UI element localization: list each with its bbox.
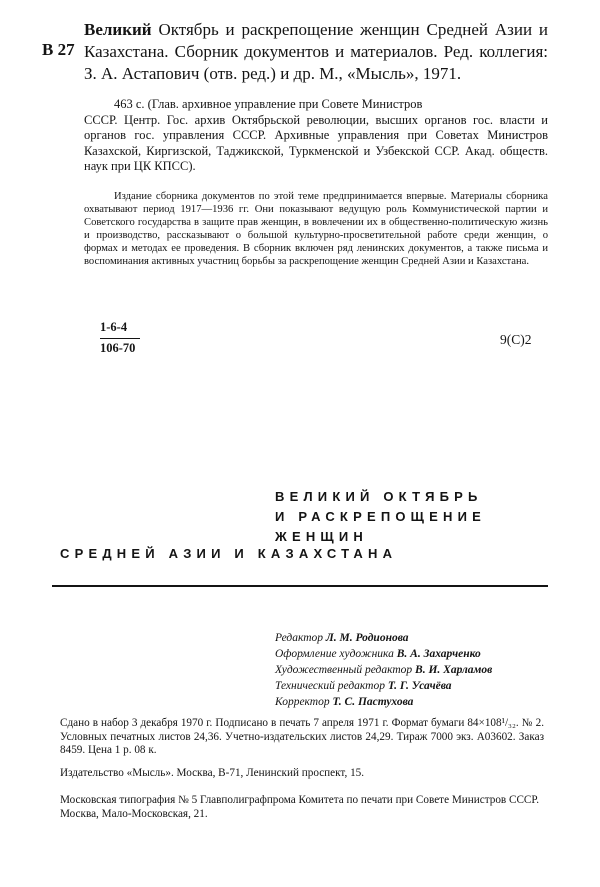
credit-name: В. А. Захарченко bbox=[396, 648, 481, 660]
description-first-line: 463 с. (Глав. архивное управление при Совете Министров bbox=[114, 97, 423, 111]
publisher-info: Издательство «Мысль». Москва, В-71, Ленинский проспект, 15. bbox=[60, 767, 365, 779]
credit-name: В. И. Харламов bbox=[415, 664, 493, 676]
description-rest: СССР. Центр. Гос. архив Октябрьской революции, высших органов гос. власти и органов гос. управления СССР. Архивные управления при Советах Министров Казахской, Киргизской, Таджикской, Туркменской и Узбекской ССР. Акад. обществ. наук при ЦК КПСС). bbox=[84, 112, 548, 173]
credit-role: Технический редактор bbox=[275, 680, 385, 692]
credit-role: Художественный редактор bbox=[275, 664, 413, 676]
credit-row bbox=[275, 646, 492, 662]
title-line-3: ЖЕНЩИН bbox=[275, 529, 368, 544]
catalog-code: В 27 bbox=[42, 40, 75, 59]
annotation: Издание сборника документов по этой теме предпринимается впервые. Материалы сборника охватывают период 1917—1936 гг. Они показывают ведущую роль Коммунистической партии и Советского государства в защите прав женщин, в вовлечении их в общественно-политическую жизнь и производство, рассказывают о большой культурно-просветительной работе среди женщин, о формах и методах ее проведения. В сборник включен ряд ленинских документов, а также письма и воспоминания активных участниц борьбы за раскрепощение женщин Средней Азии и Казахстана. bbox=[84, 191, 548, 267]
title-line-4: СРЕДНЕЙ АЗИИ И КАЗАХСТАНА bbox=[60, 546, 398, 561]
credit-role: Оформление художника bbox=[275, 648, 394, 660]
credit-row bbox=[275, 694, 492, 710]
print-info: Сдано в набор 3 декабря 1970 г. Подписано в печать 7 апреля 1971 г. Формат бумаги 84×108¹/₃₂. № 2. Условных печатных листов 24,36. Учетно-издательских листов 24,29. Тираж 7000 экз. А03602. Заказ 8459. Цена 1 р. 08 к. bbox=[60, 717, 544, 756]
credit-name: Т. С. Пастухова bbox=[332, 696, 414, 708]
credit-row bbox=[275, 662, 492, 678]
physical-description bbox=[84, 97, 548, 175]
credit-name: Л. М. Родионова bbox=[325, 632, 409, 644]
title-line-1: ВЕЛИКИЙ ОКТЯБРЬ bbox=[275, 489, 483, 504]
credit-name: Т. Г. Усачёва bbox=[387, 680, 452, 692]
index-denominator: 106-70 bbox=[100, 341, 136, 355]
credits bbox=[275, 630, 492, 710]
index-fraction-line bbox=[100, 338, 140, 339]
entry-title-bold: Великий bbox=[84, 20, 152, 39]
index-numerator: 1-6-4 bbox=[100, 320, 128, 334]
bibliographic-entry bbox=[84, 19, 548, 85]
entry-title-rest: Октябрь и раскрепощение женщин Средней Азии и Казахстана. Сборник документов и материалов. Ред. коллегия: З. А. Астапович (отв. ред.) и др. М., «Мысль», 1971. bbox=[84, 20, 548, 83]
divider bbox=[52, 585, 548, 587]
typography-info: Московская типография № 5 Главполиграфпрома Комитета по печати при Совете Министров СССР. Москва, Мало-Московская, 21. bbox=[60, 794, 539, 820]
credit-role: Корректор bbox=[275, 696, 330, 708]
credit-role: Редактор bbox=[275, 632, 324, 644]
title-line-2: И РАСКРЕПОЩЕНИЕ bbox=[275, 509, 486, 524]
credit-row bbox=[275, 678, 492, 694]
bbk-code: 9(С)2 bbox=[500, 332, 532, 347]
credit-row bbox=[275, 630, 492, 646]
